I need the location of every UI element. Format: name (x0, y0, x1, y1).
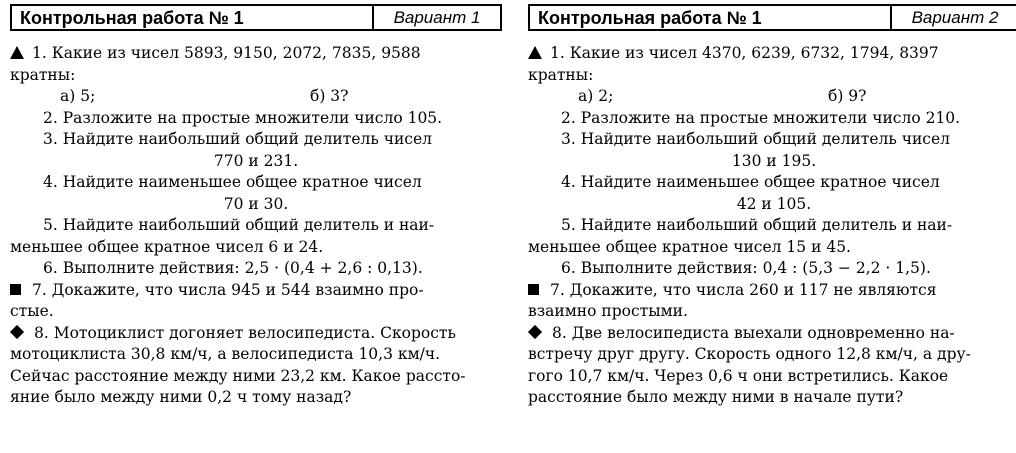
question-5-cont: меньшее общее кратное чисел 15 и 45. (528, 237, 851, 256)
question-5: 5. Найдите наибольший общий делитель и наи- (43, 216, 435, 234)
option-b: б) 9? (828, 87, 867, 105)
question-7: 7. Докажите, что числа 945 и 544 взаимно про- (10, 280, 502, 302)
question-8-line4: яние было между ними 0,2 ч тому назад? (10, 388, 352, 406)
question-5: 5. Найдите наибольший общий делитель и наи- (561, 216, 953, 234)
question-1: 1. Какие из чисел 5893, 9150, 2072, 7835, 9588 (10, 43, 502, 65)
question-3-numbers: 130 и 195. (731, 151, 817, 170)
square-icon (10, 284, 21, 295)
question-8: 8. Две велосипедиста выехали одновременно на- (528, 323, 1016, 345)
question-6: 6. Выполните действия: 0,4 : (5,3 − 2,2 · 1,5). (561, 259, 931, 277)
question-3-numbers: 770 и 231. (213, 151, 299, 170)
diamond-icon (528, 324, 542, 338)
question-2: 2. Разложите на простые множители число 105. (43, 108, 443, 127)
question-3: 3. Найдите наибольший общий делитель чисел (43, 130, 432, 148)
variant-2-column (528, 4, 1016, 409)
variant-label: Вариант 1 (372, 6, 500, 29)
option-a: а) 2; (578, 87, 614, 105)
square-icon (528, 284, 539, 295)
question-2: 2. Разложите на простые множители число 210. (561, 108, 961, 127)
question-4: 4. Найдите наименьшее общее кратное чисел (561, 173, 940, 191)
question-8-line3: Сейчас расстояние между ними 23,2 км. Какое рассто- (10, 366, 466, 385)
question-8-line3: гого 10,7 км/ч. Через 0,6 ч они встретились. Какое (528, 366, 949, 385)
question-8-line2: мотоциклиста 30,8 км/ч, а велосипедиста 10,3 км/ч. (10, 345, 441, 363)
test-title: Контрольная работа № 1 (538, 8, 762, 28)
question-8-line4: расстояние было между ними в начале пути? (528, 388, 904, 406)
diamond-icon (10, 324, 24, 338)
option-b: б) 3? (310, 87, 349, 105)
header-box (528, 4, 1016, 31)
question-4: 4. Найдите наименьшее общее кратное чисел (43, 173, 422, 191)
variant-1-column (10, 4, 502, 409)
question-7-cont: взаимно простыми. (528, 302, 688, 320)
triangle-icon (10, 46, 24, 59)
triangle-icon (528, 46, 542, 59)
question-1-cont: кратны: (10, 65, 76, 84)
question-3: 3. Найдите наибольший общий делитель чисел (561, 130, 950, 148)
question-7-cont: стые. (10, 302, 54, 320)
question-1-cont: кратны: (528, 65, 594, 84)
question-6: 6. Выполните действия: 2,5 · (0,4 + 2,6 : 0,13). (43, 259, 423, 277)
option-a: а) 5; (60, 87, 96, 105)
variant-label: Вариант 2 (890, 6, 1016, 29)
question-1: 1. Какие из чисел 4370, 6239, 6732, 1794, 8397 (528, 43, 1016, 65)
question-4-numbers: 42 и 105. (736, 194, 812, 213)
test-title: Контрольная работа № 1 (20, 8, 244, 28)
question-4-numbers: 70 и 30. (223, 194, 289, 213)
question-8: 8. Мотоциклист догоняет велосипедиста. Скорость (10, 323, 502, 345)
question-1-options (10, 86, 502, 108)
question-5-cont: меньшее общее кратное чисел 6 и 24. (10, 237, 324, 256)
header-box (10, 4, 502, 31)
question-1-options (528, 86, 1016, 108)
question-7: 7. Докажите, что числа 260 и 117 не являются (528, 280, 1016, 302)
question-8-line2: встречу друг другу. Скорость одного 12,8 км/ч, а дру- (528, 345, 971, 363)
